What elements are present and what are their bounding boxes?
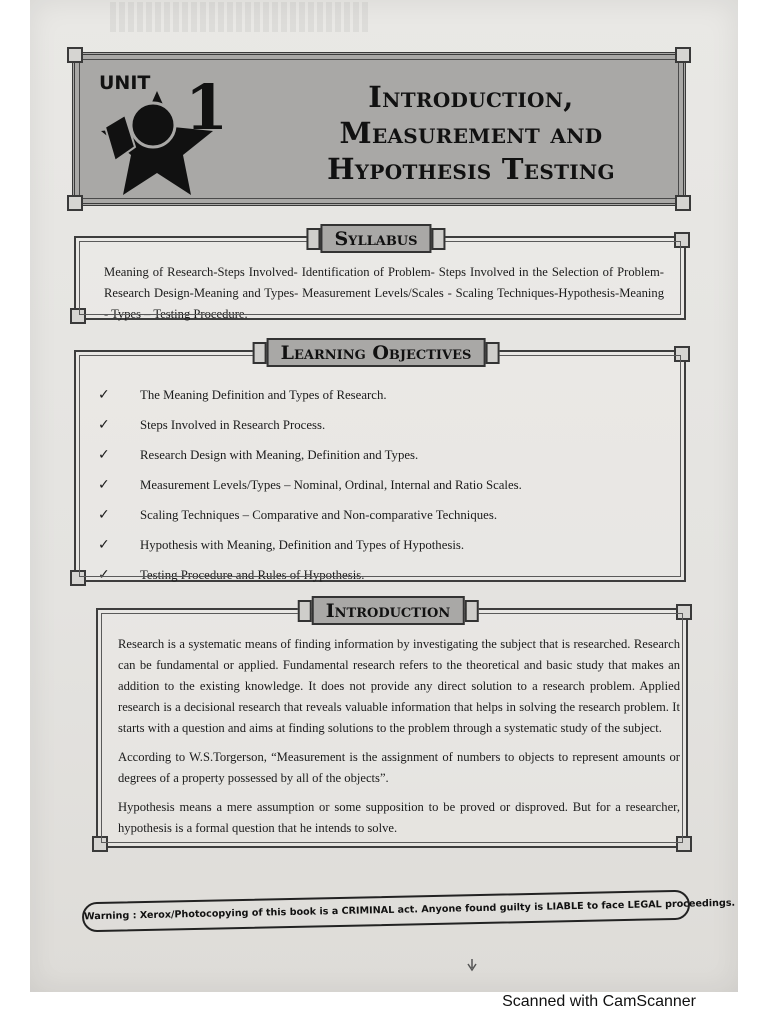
checkmark-icon: ✓ [98, 447, 110, 463]
list-item [98, 440, 522, 470]
objective-text: Testing Procedure and Rules of Hypothesis. [140, 567, 365, 582]
corner-ornament [675, 47, 691, 63]
corner-ornament [67, 195, 83, 211]
objective-text: Research Design with Meaning, Definition and Types. [140, 447, 419, 462]
corner-ornament [67, 47, 83, 63]
objective-text: Steps Involved in Research Process. [140, 417, 326, 432]
paragraph: Hypothesis means a mere assumption or some supposition to be proved or disproved. But for a researcher, hypothesis is a formal question that he intends to solve. [118, 800, 680, 835]
list-item [98, 380, 522, 410]
introduction-section [96, 600, 688, 848]
list-item [98, 530, 522, 560]
list-item [98, 470, 522, 500]
objective-text: Scaling Techniques – Comparative and Non-comparative Techniques. [140, 507, 498, 522]
introduction-body [118, 634, 680, 847]
introduction-heading: Introduction [312, 596, 465, 625]
scanned-page [30, 0, 738, 992]
corner-ornament [674, 346, 690, 362]
bleed-through-text [110, 2, 370, 32]
warning-prefix: Warning : Xerox/Photocopying of this book is a [83, 905, 342, 923]
corner-ornament [674, 232, 690, 248]
list-item [98, 500, 522, 530]
warning-text: to face [583, 899, 628, 912]
syllabus-section [74, 228, 686, 321]
warning-word: LIABLE [546, 900, 584, 913]
checkmark-icon: ✓ [98, 477, 110, 493]
unit-star-book-icon [95, 69, 245, 199]
corner-ornament [676, 604, 692, 620]
syllabus-heading: Syllabus [320, 224, 431, 253]
list-item [98, 410, 522, 440]
syllabus-text: Meaning of Research-Steps Involved- Identification of Problem- Steps Involved in the Selection of Problem- Research Design-Meaning and Types- Measurement Levels/Scales - Scaling Techniques-Hypothesis-Meaning - Types – Testing Procedure. [104, 265, 664, 321]
objectives-list [98, 380, 522, 590]
unit-header [72, 52, 686, 206]
warning-text: act. Anyone found guilty is [394, 901, 547, 916]
unit-label: UNIT [99, 72, 151, 94]
objective-text: Hypothesis with Meaning, Definition and Types of Hypothesis. [140, 537, 465, 552]
warning-word: CRIMINAL [341, 904, 395, 917]
unit-title-line: Measurement and [339, 116, 603, 150]
unit-number: 1 [185, 71, 229, 144]
corner-ornament [92, 836, 108, 852]
objective-text: The Meaning Definition and Types of Research. [140, 387, 387, 402]
corner-ornament [70, 308, 86, 324]
checkmark-icon: ✓ [98, 567, 110, 583]
corner-ornament [70, 570, 86, 586]
scanner-watermark: Scanned with CamScanner [502, 993, 696, 1010]
list-item [98, 560, 522, 590]
unit-title-line: Hypothesis Testing [327, 152, 615, 186]
learning-objectives-section [74, 342, 686, 583]
paragraph: According to W.S.Torgerson, “Measurement is the assignment of numbers to objects to represent amounts or degrees of a property possessed by all of the objects”. [118, 750, 680, 785]
unit-title [271, 79, 671, 187]
learning-objectives-heading: Learning Objectives [267, 338, 486, 367]
checkmark-icon: ✓ [98, 507, 110, 523]
checkmark-icon: ✓ [98, 417, 110, 433]
objective-text: Measurement Levels/Types – Nominal, Ordinal, Internal and Ratio Scales. [140, 477, 522, 492]
unit-title-line: Introduction, [368, 80, 574, 114]
warning-word: LEGAL [627, 899, 662, 911]
copyright-warning [82, 890, 736, 933]
paragraph: Research is a systematic means of finding information by investigating the subject that is researched. Research can be fundamental or applied. Fundamental research refers to the theoretical and basic study that makes an addition to the existing knowledge. It does not provide any direct solution to a research problem. Applied research is a decisional research that reveals valuable information that helps in solving the research problem. It starts with a question and aims at finding solutions to the problem through a systematic study of the subject. [118, 637, 680, 735]
warning-suffix: proceedings. [661, 897, 736, 911]
corner-ornament [675, 195, 691, 211]
checkmark-icon: ✓ [98, 537, 110, 553]
checkmark-icon: ✓ [98, 387, 110, 403]
pencil-mark-icon [466, 958, 478, 974]
